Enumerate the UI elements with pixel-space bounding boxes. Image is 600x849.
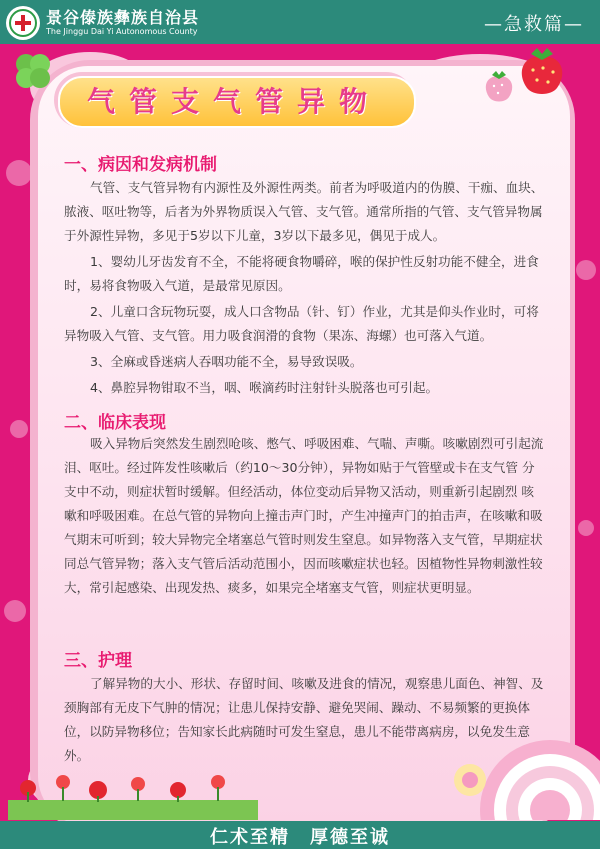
decor-bubble [578, 520, 594, 536]
section-paragraph: 1、婴幼儿牙齿发育不全，不能将硬食物嚼碎，喉的保护性反射功能不健全，进食时，易将食物吸入气道，是最常见原因。 [64, 254, 539, 293]
section-paragraph: 了解异物的大小、形状、存留时间、咳嗽及进食的情况，观察患儿面色、神智、及颈胸部有无皮下气肿的情况；让患儿保持安静、避免哭闹、躁动、不易频繁的更换体位，以防异物移位；告知家长此病随时可发生窒息，患儿不能带离病房，以免发生意外。 [64, 676, 544, 763]
page-title: 气管支气管异物 [86, 85, 381, 118]
section-paragraph: 吸入异物后突然发生剧烈呛咳、憋气、呼吸困难、气喘、声嘶。咳嗽剧烈可引起流泪、呕吐。经过阵发性咳嗽后（约10～30分钟），异物如贴于气管壁或卡在支气管 分支中不动，则症状暂时缓解。但经活动，体位变动后异物又活动，则重新引起剧烈 咳嗽和呼吸困难。在总气管的异物向上撞击声门时，产生冲撞声门的拍击声，在咳嗽和吸气期末可听到；较大异物完全堵塞总气管时则发生窒息。如异物落入支气管，早期症状同总气管异物；落入支气管后活动范围小，因而咳嗽症状也轻。因植物性异物刺激性较大，常引起感染、出现发热、痰多，如果完全堵塞支气管，则症状更明显。 [64, 436, 544, 595]
decor-bubble [576, 260, 596, 280]
county-name-english: The Jinggu Dai Yi Autonomous County [46, 27, 198, 36]
clover-icon [10, 48, 56, 94]
section-paragraph: 4、鼻腔异物钳取不当，咽、喉滴药时注射针头脱落也可引起。 [90, 380, 439, 395]
section-tag: —急救篇— [484, 14, 584, 35]
hospital-logo-icon [6, 6, 40, 40]
section-heading: 一、病因和发病机制 [64, 155, 217, 175]
section-heading: 二、临床表现 [64, 413, 166, 433]
section-paragraph: 气管、支气管异物有内源性及外源性两类。前者为呼吸道内的伪膜、干痂、血块、脓液、呕吐物等，后者为外界物质误入气管、支气管。通常所指的气管、支气管异物属于外源性异物，多见于5岁以下儿童，3岁以下最多见，偶见于成人。 [64, 180, 544, 243]
rainbow-decor [440, 700, 600, 820]
header-band [0, 0, 600, 44]
section-paragraph: 3、全麻或昏迷病人吞咽功能不全，易导致误吸。 [90, 354, 363, 369]
decor-bubble [4, 600, 26, 622]
decor-bubble [10, 420, 28, 438]
section-paragraph: 2、儿童口含玩物玩耍，成人口含物品（针、钉）作业，尤其是仰头作业时，可将异物吸入气管、支气管。用力吸食润滑的食物（果冻、海螺）也可落入气道。 [64, 304, 539, 343]
flower-field-decor [8, 760, 258, 820]
section-heading: 三、护理 [64, 651, 132, 671]
strawberry-icon [480, 68, 518, 106]
county-name: 景谷傣族彝族自治县 [46, 8, 200, 27]
footer-band [0, 821, 600, 849]
strawberry-icon [513, 44, 571, 100]
decor-bubble [6, 160, 32, 186]
footer-motto: 仁术至精 厚德至诚 [210, 827, 390, 848]
